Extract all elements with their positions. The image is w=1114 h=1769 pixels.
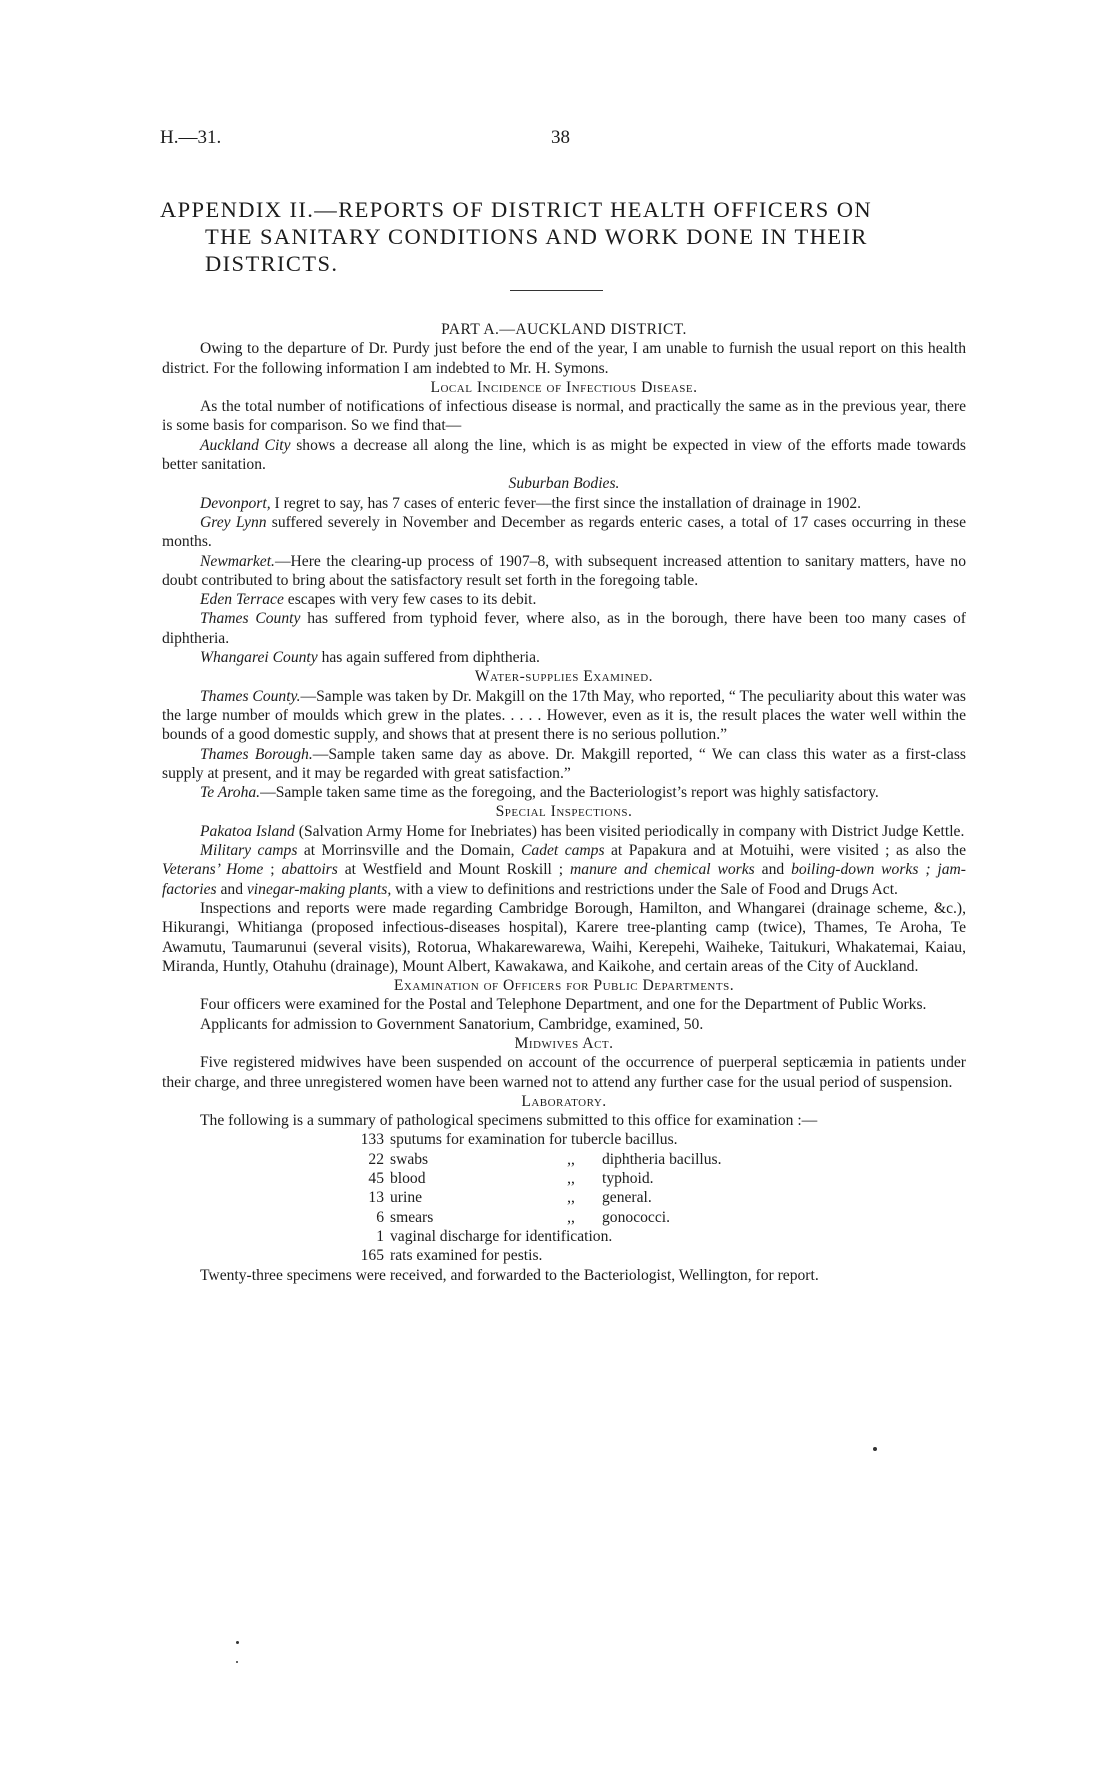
title-line-1: APPENDIX II.—REPORTS OF DISTRICT HEALTH OFFICERS ON [160,197,873,222]
examination-paragraph-1: Four officers were examined for the Postal and Telephone Department, and one for the Department of Public Works. [200,996,927,1014]
suburban-paragraph [162,648,966,667]
print-speck [236,1641,239,1644]
section-heading-examination: Examination of Officers for Public Departments. [393,977,735,995]
ditto-mark: ,, [567,1150,575,1168]
specimen-description: vaginal discharge for identification. [390,1227,613,1245]
table-row [346,1227,832,1246]
emphasis-text: Veterans’ Home [162,861,264,879]
table-row [346,1208,832,1227]
emphasis-text: Cadet camps [521,842,605,860]
section-heading-laboratory: Laboratory. [521,1092,607,1110]
inspections-paragraph: Inspections and reports were made regarding Cambridge Borough, Hamilton, and Whangarei (drainage scheme, &c.), Hikurangi, Whitianga (proposed infectious-diseases hospital), Karere tree-planting camp (twice), Thames, Te Aroha, Te Awamutu, Taumarunui (several visits), Rotorua, Whakarewarewa, Waihi, Kerepehi, Waiheke, Taitukuri, Whakatemai, Kaiau, Miranda, Huntly, Otahuhu (drainage), Mount Albert, Kawakawa, and Kaikohe, and certain areas of the City of Auckland. [162,899,966,975]
suburban-paragraph [162,609,966,648]
page-number: 38 [551,127,570,148]
specimen-type: swabs [390,1150,429,1168]
local-incidence-paragraph: As the total number of notifications of infectious disease is normal, and practically the same as in the previous year, there is some basis for comparison. So we find that— [162,398,966,435]
emphasis-text: vinegar-making plants, [246,880,392,898]
examination-paragraph-2: Applicants for admission to Government Sanatorium, Cambridge, examined, 50. [200,1015,704,1033]
water-list [162,687,966,803]
suburban-paragraph [162,513,966,552]
place-name: Newmarket. [200,552,275,570]
table-row [346,1130,832,1149]
paragraph-text: —Sample taken same day as above. Dr. Makgill reported, “ We can class this water as a first-class supply at present, and it may be regarded with great satisfaction.” [162,745,966,782]
examination-target: gonococci. [602,1208,670,1226]
specimen-count: 133 [360,1131,384,1149]
title-line-2: THE SANITARY CONDITIONS AND WORK DONE IN THEIR [205,224,868,249]
water-paragraph [162,783,966,802]
water-paragraph [162,687,966,745]
paragraph-text: escapes with very few cases to its debit. [283,591,537,609]
specimen-type: blood [390,1170,426,1188]
auckland-city-paragraph [162,436,966,475]
paragraph-text: at Morrinsville and the Domain, [297,842,521,860]
paragraph-text: —Here the clearing-up process of 1907–8, with subsequent increased attention to sanitary matters, have no doubt contributed to bring about the satisfactory result set forth in the foregoing table. [162,552,966,589]
section-heading-water: Water-supplies Examined. [474,668,654,686]
ditto-mark: ,, [567,1170,575,1188]
place-name: Eden Terrace [200,591,284,609]
paragraph-text: —Sample was taken by Dr. Makgill on the 17th May, who reported, “ The peculiarity about this water was the large number of moulds which grew in the plates. . . . . However, even as it is, the result places the water well within the bounds of a good domestic supply, and shows that at present there is no serious pollution.” [162,687,966,744]
suburban-paragraph [162,494,966,513]
specimen-table [346,1130,832,1265]
place-name: Whangarei County [200,649,318,667]
page-title [160,196,960,277]
laboratory-intro: The following is a summary of pathological specimens submitted to this office for examination :— [200,1112,818,1130]
emphasis-text: abattoirs [281,861,338,879]
paragraph-text: at Papakura and at Motuihi, were visited ; as also the [604,842,966,860]
specimen-description: rats examined for pestis. [390,1247,543,1265]
specimen-count: 165 [360,1247,384,1265]
title-line-3: DISTRICTS. [205,251,339,276]
specimen-type: smears [390,1208,434,1226]
emphasis-text: manure and chemical works [570,861,755,879]
paragraph-text: and [754,861,792,879]
place-name: Devonport, [200,494,271,512]
place-name: Thames County [200,610,301,628]
print-speck [236,1661,238,1663]
paragraph-text: (Salvation Army Home for Inebriates) has been visited periodically in company with District Judge Kettle. [294,822,965,840]
specimen-description: sputums for examination for tubercle bacillus. [390,1131,678,1149]
specimen-count: 22 [368,1150,384,1168]
water-paragraph [162,745,966,784]
place-name: Thames Borough. [200,745,313,763]
section-heading-suburban: Suburban Bodies. [508,475,620,493]
laboratory-closing: Twenty-three specimens were received, and forwarded to the Bacteriologist, Wellington, for report. [200,1266,819,1284]
place-name: Te Aroha. [200,784,261,802]
paragraph-text: shows a decrease all along the line, which is as might be expected in view of the efforts made towards better sanitation. [162,436,966,474]
section-heading-midwives: Midwives Act. [514,1034,614,1052]
examination-target: general. [602,1189,652,1207]
paragraph-text: suffered severely in November and December as regards enteric cases, a total of 17 cases occurring in these months. [162,513,966,551]
paragraph-text: with a view to definitions and restrictions under the Sale of Food and Drugs Act. [391,880,898,898]
section-heading-local-incidence: Local Incidence of Infectious Disease. [430,378,698,396]
specimen-type: urine [390,1189,423,1207]
examination-target: typhoid. [602,1170,654,1188]
suburban-paragraph [162,552,966,591]
ditto-mark: ,, [567,1189,575,1207]
print-speck [873,1447,877,1451]
suburban-paragraph [162,590,966,609]
specimen-count: 45 [368,1170,384,1188]
table-row [346,1246,832,1265]
paragraph-text: has again suffered from diphtheria. [317,649,540,667]
title-divider [510,290,603,291]
paragraph-text: ; [263,861,282,879]
emphasis-text: Military camps [200,842,298,860]
midwives-paragraph: Five registered midwives have been suspended on account of the occurrence of puerperal septicæmia in patients under their charge, and three unregistered women have been warned not to attend any further case for the usual period of suspension. [162,1054,966,1091]
pakatoa-paragraph [162,822,966,841]
suburban-list [162,494,966,668]
specimen-count: 13 [368,1189,384,1207]
examination-target: diphtheria bacillus. [602,1150,722,1168]
place-name: Grey Lynn [200,513,267,531]
intro-paragraph: Owing to the departure of Dr. Purdy just before the end of the year, I am unable to furnish the usual report on this health district. For the following information I am indebted to Mr. H. Symons. [162,340,966,377]
table-row [346,1150,832,1169]
section-heading-special: Special Inspections. [495,803,633,821]
report-code: H.—31. [160,127,222,148]
emphasis-text: boiling-down works ; jam-factories [162,861,967,898]
paragraph-text: and [216,880,247,898]
military-camps-paragraph [162,841,966,899]
specimen-count: 6 [376,1208,384,1226]
part-heading: PART A.—AUCKLAND DISTRICT. [441,321,687,338]
paragraph-text: has suffered from typhoid fever, where also, as in the borough, there have been too many cases of diphtheria. [162,610,966,647]
place-name: Auckland City [200,436,291,454]
table-row [346,1188,832,1207]
specimen-count: 1 [376,1227,384,1245]
ditto-mark: ,, [567,1208,575,1226]
paragraph-text: at Westfield and Mount Roskill ; [337,861,571,879]
place-name: Thames County. [200,687,301,705]
paragraph-text: I regret to say, has 7 cases of enteric fever—the first since the installation of drainage in 1902. [270,494,862,512]
table-row [346,1169,832,1188]
report-body [162,320,966,1285]
place-name: Pakatoa Island [200,822,295,840]
paragraph-text: —Sample taken same time as the foregoing, and the Bacteriologist’s report was highly satisfactory. [260,784,879,802]
